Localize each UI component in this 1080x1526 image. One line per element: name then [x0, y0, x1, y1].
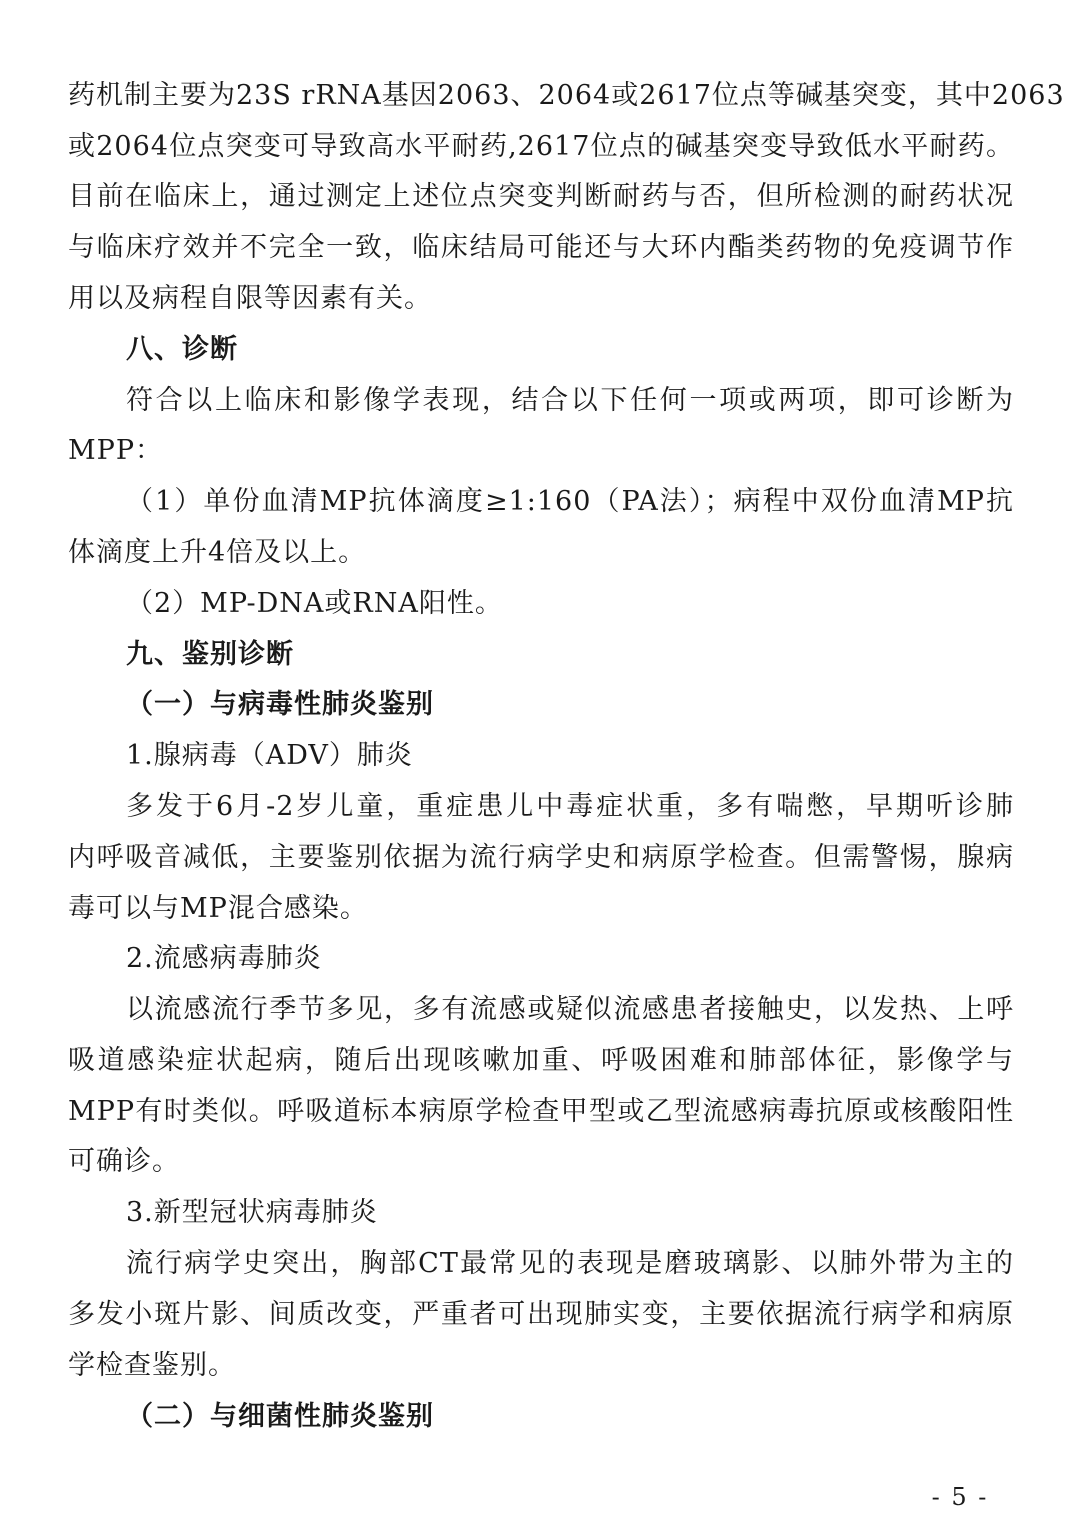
subsection-heading-viral: （一）与病毒性肺炎鉴别 [126, 689, 434, 720]
subsection-heading-bacterial: （二）与细菌性肺炎鉴别 [126, 1401, 434, 1432]
paragraph-line: 流行病学史突出，胸部CT最常见的表现是磨玻璃影、以肺外带为主的 [126, 1248, 1014, 1279]
paragraph-line: 多发小斑片影、间质改变，严重者可出现肺实变，主要依据流行病学和病原 [68, 1299, 1014, 1330]
paragraph-line: MPP有时类似。呼吸道标本病原学检查甲型或乙型流感病毒抗原或核酸阳性 [68, 1096, 1014, 1127]
item-title-flu: 2.流感病毒肺炎 [126, 943, 322, 974]
paragraph-line: 毒可以与MP混合感染。 [68, 893, 368, 924]
section-heading-diagnosis: 八、诊断 [126, 334, 238, 365]
paragraph-line: 学检查鉴别。 [68, 1350, 236, 1381]
paragraph-line: 目前在临床上，通过测定上述位点突变判断耐药与否，但所检测的耐药状况 [68, 181, 1014, 212]
item-title-adv: 1.腺病毒（ADV）肺炎 [126, 740, 413, 771]
section-heading-differential: 九、鉴别诊断 [126, 639, 294, 670]
criterion-line: （2）MP-DNA或RNA阳性。 [126, 588, 503, 619]
criterion-line: （1）单份血清MP抗体滴度≥1:160（PA法）；病程中双份血清MP抗 [126, 486, 1014, 517]
paragraph-line: 以流感流行季节多见，多有流感或疑似流感患者接触史，以发热、上呼 [126, 994, 1014, 1025]
page-number: - 5 - [931, 1483, 989, 1511]
paragraph-line: 或2064位点突变可导致高水平耐药,2617位点的碱基突变导致低水平耐药。 [68, 131, 1014, 162]
paragraph-line: 吸道感染症状起病，随后出现咳嗽加重、呼吸困难和肺部体征，影像学与 [68, 1045, 1014, 1076]
paragraph-line: 内呼吸音减低，主要鉴别依据为流行病学史和病原学检查。但需警惕，腺病 [68, 842, 1014, 873]
paragraph-line: 与临床疗效并不完全一致，临床结局可能还与大环内酯类药物的免疫调节作 [68, 232, 1014, 263]
criterion-line: 体滴度上升4倍及以上。 [68, 537, 367, 568]
paragraph-line: MPP： [68, 435, 163, 466]
paragraph-line: 药机制主要为23S rRNA基因2063、2064或2617位点等碱基突变，其中2063 [68, 80, 1065, 111]
paragraph-line: 用以及病程自限等因素有关。 [68, 283, 432, 314]
item-title-covid: 3.新型冠状病毒肺炎 [126, 1197, 378, 1228]
paragraph-line: 多发于6月-2岁儿童，重症患儿中毒症状重，多有喘憋，早期听诊肺 [126, 791, 1014, 822]
paragraph-line: 可确诊。 [68, 1146, 180, 1177]
paragraph-line: 符合以上临床和影像学表现，结合以下任何一项或两项，即可诊断为 [126, 385, 1014, 416]
